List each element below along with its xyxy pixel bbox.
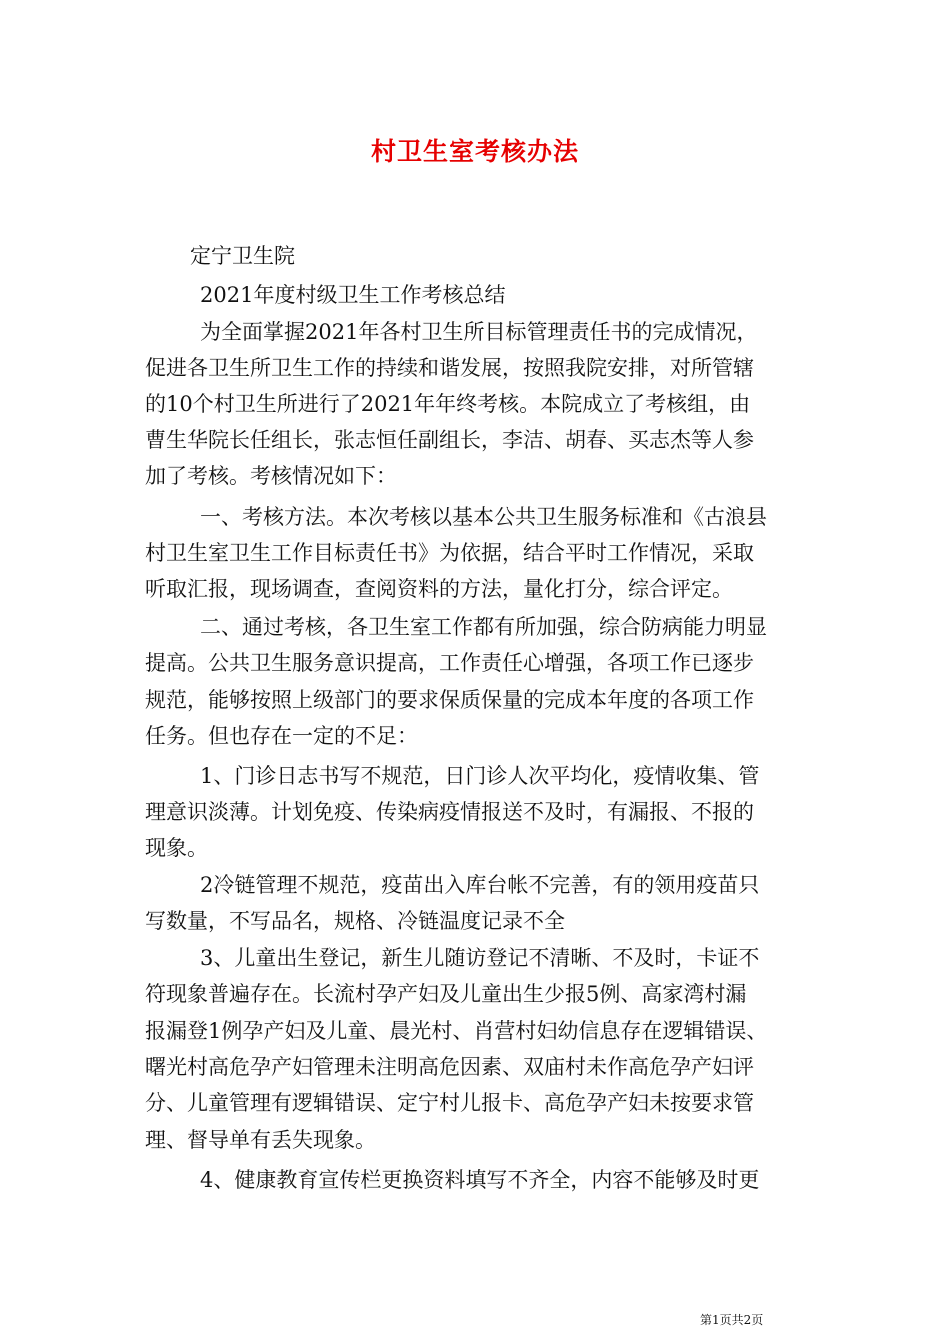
text-line: 现象。 — [145, 836, 208, 860]
text-line: 报漏登1例孕产妇及儿童、晨光村、肖营村妇幼信息存在逻辑错误、 — [145, 1019, 768, 1043]
text-line: 村卫生室卫生工作目标责任书》为依据，结合平时工作情况，采取 — [145, 541, 754, 565]
text-line: 3、儿童出生登记，新生儿随访登记不清晰、不及时，卡证不 — [200, 946, 760, 970]
text-line: 理、督导单有丢失现象。 — [145, 1128, 376, 1152]
text-line: 曙光村高危孕产妇管理未注明高危因素、双庙村未作高危孕产妇评 — [145, 1055, 754, 1079]
text-line: 符现象普遍存在。长流村孕产妇及儿童出生少报5例、高家湾村漏 — [145, 982, 747, 1006]
text-line-subtitle: 2021年度村级卫生工作考核总结 — [200, 283, 506, 307]
text-line: 为全面掌握2021年各村卫生所目标管理责任书的完成情况， — [200, 320, 758, 344]
text-line: 提高。公共卫生服务意识提高，工作责任心增强，各项工作已逐步 — [145, 651, 754, 675]
text-line: 写数量，不写品名，规格、冷链温度记录不全 — [145, 909, 565, 933]
text-line: 1、门诊日志书写不规范，日门诊人次平均化，疫情收集、管 — [200, 764, 760, 788]
text-line: 曹生华院长任组长，张志恒任副组长，李洁、胡春、买志杰等人参 — [145, 428, 754, 452]
text-line: 4、健康教育宣传栏更换资料填写不齐全，内容不能够及时更 — [200, 1168, 760, 1192]
text-line: 2冷链管理不规范，疫苗出入库台帐不完善，有的领用疫苗只 — [200, 873, 760, 897]
text-line: 任务。但也存在一定的不足： — [145, 724, 418, 748]
document-title: 村卫生室考核办法 — [370, 137, 579, 166]
text-line: 加了考核。考核情况如下： — [145, 464, 397, 488]
text-line: 规范，能够按照上级部门的要求保质保量的完成本年度的各项工作 — [145, 688, 754, 712]
page-number: 第1页共2页 — [700, 1313, 764, 1327]
text-line: 听取汇报，现场调查，查阅资料的方法，量化打分，综合评定。 — [145, 577, 733, 601]
text-line: 分、儿童管理有逻辑错误、定宁村儿报卡、高危孕产妇未按要求管 — [145, 1091, 754, 1115]
text-line: 的10个村卫生所进行了2021年年终考核。本院成立了考核组，由 — [145, 392, 751, 416]
text-line: 理意识淡薄。计划免疫、传染病疫情报送不及时，有漏报、不报的 — [145, 800, 754, 824]
text-line-unit: 定宁卫生院 — [190, 244, 295, 268]
text-line: 二、通过考核，各卫生室工作都有所加强，综合防病能力明显 — [200, 615, 767, 639]
text-line: 促进各卫生所卫生工作的持续和谐发展，按照我院安排，对所管辖 — [145, 356, 754, 380]
text-line: 一、考核方法。本次考核以基本公共卫生服务标准和《古浪县 — [200, 505, 767, 529]
